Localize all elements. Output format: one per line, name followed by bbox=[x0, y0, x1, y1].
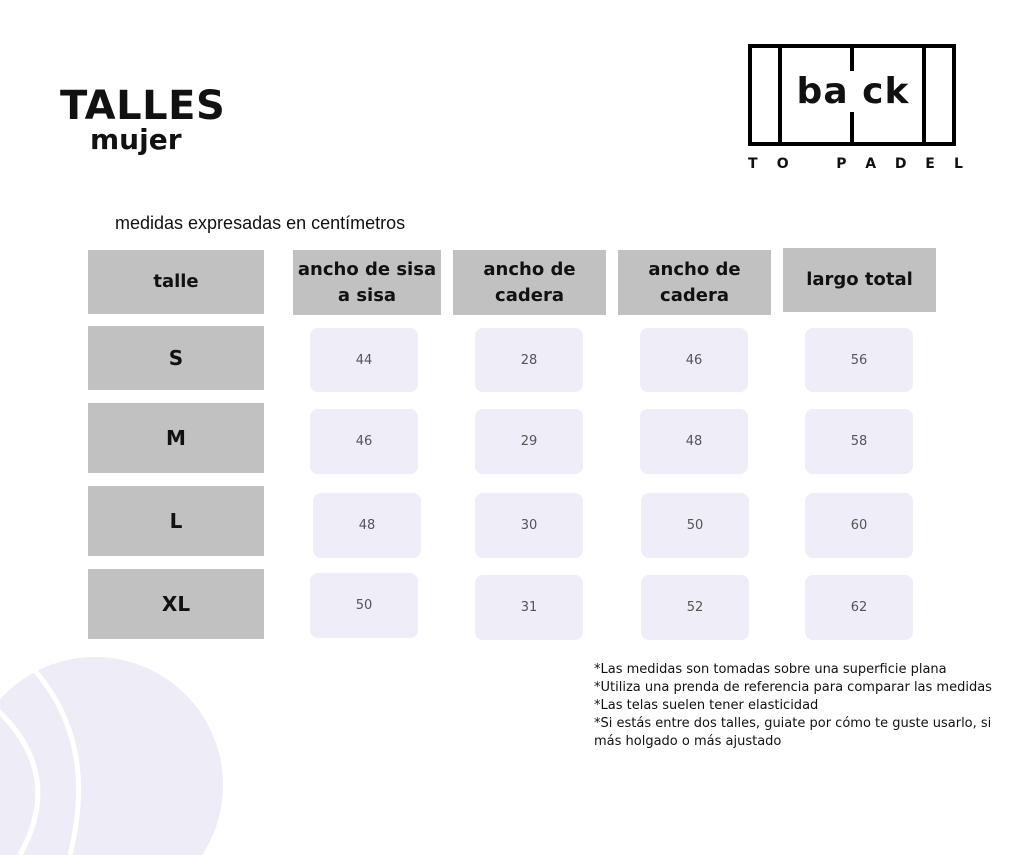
tagline-letter: L bbox=[954, 156, 963, 172]
brand-logo-text: ba ck bbox=[796, 71, 910, 112]
table-cell: 62 bbox=[805, 575, 913, 640]
table-cell: 44 bbox=[310, 328, 418, 392]
footnotes bbox=[594, 661, 994, 751]
table-cell: 58 bbox=[805, 409, 913, 474]
table-cell: 50 bbox=[641, 493, 749, 558]
table-cell: 60 bbox=[805, 493, 913, 558]
table-cell: 48 bbox=[640, 409, 748, 474]
table-cell: 46 bbox=[310, 409, 418, 474]
page-title: TALLES bbox=[60, 83, 226, 129]
size-label: L bbox=[88, 486, 264, 556]
units-note: medidas expresadas en centímetros bbox=[115, 213, 406, 233]
tagline-letter: O bbox=[776, 156, 789, 172]
column-header-ancho-sisa: ancho de sisa a sisa bbox=[293, 250, 441, 315]
table-cell: 46 bbox=[640, 328, 748, 392]
tagline-letter: D bbox=[894, 156, 907, 172]
column-header-largo-total: largo total bbox=[783, 248, 936, 312]
footnote: *Si estás entre dos talles, guiate por cómo te guste usarlo, si más holgado o más ajustado bbox=[594, 716, 996, 749]
tagline-letter: E bbox=[925, 156, 935, 172]
column-header-ancho-cadera-1: ancho de cadera bbox=[453, 250, 606, 315]
tagline-letter bbox=[807, 155, 817, 173]
footnote: *Utiliza una prenda de referencia para comparar las medidas bbox=[594, 680, 992, 695]
tagline-letter: P bbox=[836, 156, 847, 172]
column-header-talle: talle bbox=[88, 250, 264, 314]
table-cell: 28 bbox=[475, 328, 583, 392]
size-label: S bbox=[88, 326, 264, 390]
footnote: *Las medidas son tomadas sobre una superficie plana bbox=[594, 662, 947, 677]
table-cell: 30 bbox=[475, 493, 583, 558]
size-label: XL bbox=[88, 569, 264, 639]
tagline-letter: T bbox=[748, 156, 758, 172]
table-cell: 31 bbox=[475, 575, 583, 640]
brand-tagline bbox=[748, 155, 964, 173]
page-subtitle: mujer bbox=[90, 123, 182, 156]
size-label: M bbox=[88, 403, 264, 473]
tennis-ball-icon bbox=[0, 655, 260, 855]
footnote: *Las telas suelen tener elasticidad bbox=[594, 698, 819, 713]
table-cell: 50 bbox=[310, 573, 418, 638]
table-cell: 48 bbox=[313, 493, 421, 558]
table-cell: 29 bbox=[475, 409, 583, 474]
tagline-letter: A bbox=[865, 156, 877, 172]
table-cell: 56 bbox=[805, 328, 913, 392]
table-cell: 52 bbox=[641, 575, 749, 640]
column-header-ancho-cadera-2: ancho de cadera bbox=[618, 250, 771, 315]
